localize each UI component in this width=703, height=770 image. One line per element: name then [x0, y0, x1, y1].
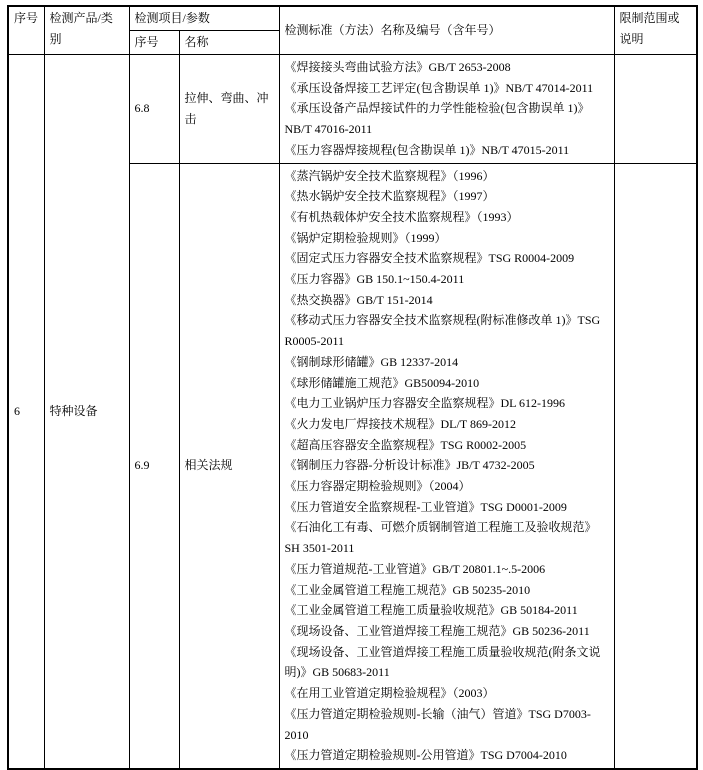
header-standard: 检测标准（方法）名称及编号（含年号）: [279, 6, 614, 55]
standards-cell: [279, 163, 614, 769]
standard-line: 《工业金属管道工程施工规范》GB 50235-2010: [284, 582, 531, 597]
standard-line: 《移动式压力容器安全技术监察规程(附标准修改单 1)》TSG R0005-2011: [284, 313, 601, 349]
standard-line: 《超高压容器安全监察规程》TSG R0002-2005: [284, 437, 527, 452]
item-name-cell: 拉伸、弯曲、冲击: [179, 55, 279, 164]
item-seq-cell: 6.8: [129, 55, 179, 164]
standard-line: 《钢制压力容器-分析设计标准》JB/T 4732-2005: [284, 458, 535, 473]
standard-line: 《承压设备焊接工艺评定(包含勘误单 1)》NB/T 47014-2011: [284, 80, 594, 95]
standard-line: 《焊接接头弯曲试验方法》GB/T 2653-2008: [284, 60, 511, 74]
limit-cell: [614, 55, 697, 164]
standard-line: 《固定式压力容器安全技术监察规程》TSG R0004-2009: [284, 251, 575, 266]
standards-list: [285, 166, 612, 766]
standard-line: 《有机热载体炉安全技术监察规程》（1993）: [284, 209, 519, 224]
standard-line: 《火力发电厂焊接技术规程》DL/T 869-2012: [284, 416, 516, 431]
table-row: [8, 55, 697, 164]
item-name-cell: 相关法规: [179, 163, 279, 769]
standard-line: 《热交换器》GB/T 151-2014: [284, 292, 433, 307]
header-product-category: 检测产品/类别: [44, 6, 129, 55]
standard-line: 《热水锅炉安全技术监察规程》（1997）: [284, 189, 495, 204]
standard-line: 《承压设备产品焊接试件的力学性能检验(包含勘误单 1)》NB/T 47016-2011: [284, 101, 590, 137]
limit-cell: [614, 163, 697, 769]
standard-line: 《球形储罐施工规范》GB50094-2010: [284, 375, 480, 390]
standard-line: 《压力容器定期检验规则》（2004）: [284, 479, 471, 494]
header-item-name: 名称: [179, 31, 279, 55]
standards-cell: [279, 55, 614, 164]
standard-line: 《锅炉定期检验规则》（1999）: [284, 230, 447, 245]
item-seq-cell: 6.9: [129, 163, 179, 769]
row-seq-cell: 6: [8, 55, 44, 769]
standard-line: 《压力容器》GB 150.1~150.4-2011: [284, 272, 465, 287]
standard-line: 《蒸汽锅炉安全技术监察规程》（1996）: [284, 168, 495, 183]
standard-line: 《在用工业管道定期检验规程》（2003）: [284, 686, 495, 701]
header-item-group: 检测项目/参数: [129, 6, 279, 31]
header-seq: 序号: [8, 6, 44, 55]
standard-line: 《压力管道规范-工业管道》GB/T 20801.1~.5-2006: [284, 561, 546, 576]
standard-line: 《钢制球形储罐》GB 12337-2014: [284, 354, 459, 369]
standards-list: [285, 57, 612, 161]
standard-line: 《压力管道安全监察规程-工业管道》TSG D0001-2009: [284, 499, 567, 514]
standard-line: 《现场设备、工业管道焊接工程施工质量验收规范(附条文说明)》GB 50683-2011: [284, 644, 601, 680]
standard-line: 《压力管道定期检验规则-长输（油气）管道》TSG D7003-2010: [284, 706, 591, 742]
header-item-seq: 序号: [129, 31, 179, 55]
header-limit: 限制范围或说明: [614, 6, 697, 55]
inspection-standards-table: [7, 5, 698, 770]
row-product-cell: 特种设备: [44, 55, 129, 769]
standard-line: 《压力管道定期检验规则-公用管道》TSG D7004-2010: [284, 748, 567, 763]
standard-line: 《电力工业锅炉压力容器安全监察规程》DL 612-1996: [284, 396, 566, 411]
standard-line: 《石油化工有毒、可燃介质钢制管道工程施工及验收规范》SH 3501-2011: [284, 520, 597, 556]
standard-line: 《压力容器焊接规程(包含勘误单 1)》NB/T 47015-2011: [284, 142, 570, 157]
standard-line: 《现场设备、工业管道焊接工程施工规范》GB 50236-2011: [284, 623, 590, 638]
standard-line: 《工业金属管道工程施工质量验收规范》GB 50184-2011: [284, 603, 578, 618]
